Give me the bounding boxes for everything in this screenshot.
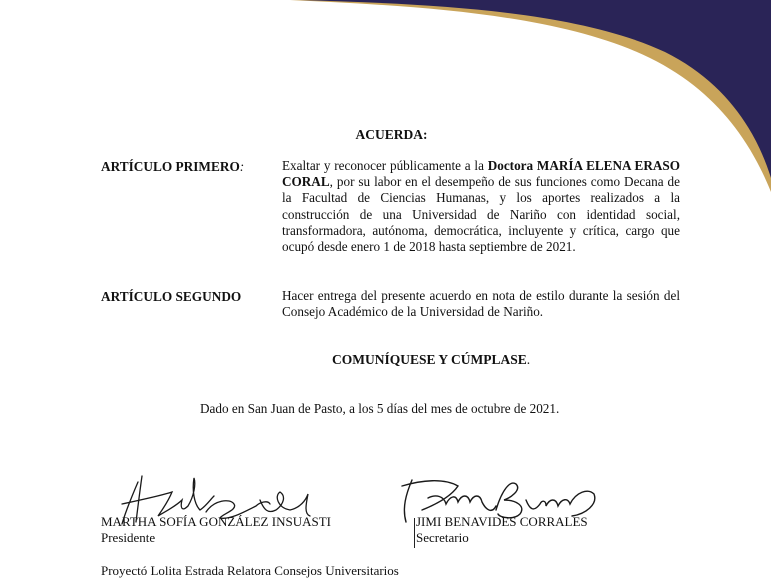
acuerda-heading bbox=[0, 127, 771, 143]
comuniquese-period: . bbox=[526, 352, 531, 367]
articulo-primero-label-text: ARTÍCULO PRIMERO bbox=[101, 159, 240, 174]
comuniquese-line bbox=[332, 352, 530, 368]
articulo-primero-colon: : bbox=[239, 159, 245, 174]
president-name: MARTHA SOFÍA GONZÁLEZ INSUASTI bbox=[101, 514, 331, 529]
articulo-segundo-label: ARTÍCULO SEGUNDO bbox=[101, 289, 242, 304]
articulo-primero-label bbox=[101, 159, 244, 175]
secretary-role: Secretario bbox=[416, 530, 469, 545]
articulo-segundo-text: Hacer entrega del presente acuerdo en nota de estilo durante la sesión del Consejo Académico de la Universidad de Nariño. bbox=[282, 288, 680, 320]
president-role: Presidente bbox=[101, 530, 156, 545]
secretary-name: JIMI BENAVIDES CORRALES bbox=[416, 514, 588, 529]
dado-line: Dado en San Juan de Pasto, a los 5 días del mes de octubre de 2021. bbox=[200, 401, 560, 416]
articulo-primero-text bbox=[282, 158, 680, 255]
acuerda-title: ACUERDA: bbox=[355, 127, 428, 142]
articulo-primero-intro: Exaltar y reconocer públicamente a la bbox=[282, 158, 488, 173]
secretary-signature-line bbox=[414, 518, 415, 548]
comuniquese-bold: COMUNÍQUESE Y CÚMPLASE bbox=[332, 352, 527, 367]
footer-note: Proyectó Lolita Estrada Relatora Consejos Universitarios bbox=[101, 563, 399, 578]
articulo-primero-rest: , por su labor en el desempeño de sus funciones como Decana de la Facultad de Ciencias Humanas, y los aportes realizados a la construcción de una Universidad de Nariño con identidad social, transformadora, autónoma, democrática, incluyente y crítica, cargo que ocupó desde enero 1 de 2018 hasta septiembre de 2021. bbox=[282, 174, 680, 255]
articulo-primero-name: Doctora MARÍA ELENA ERASO CORAL bbox=[282, 158, 680, 190]
